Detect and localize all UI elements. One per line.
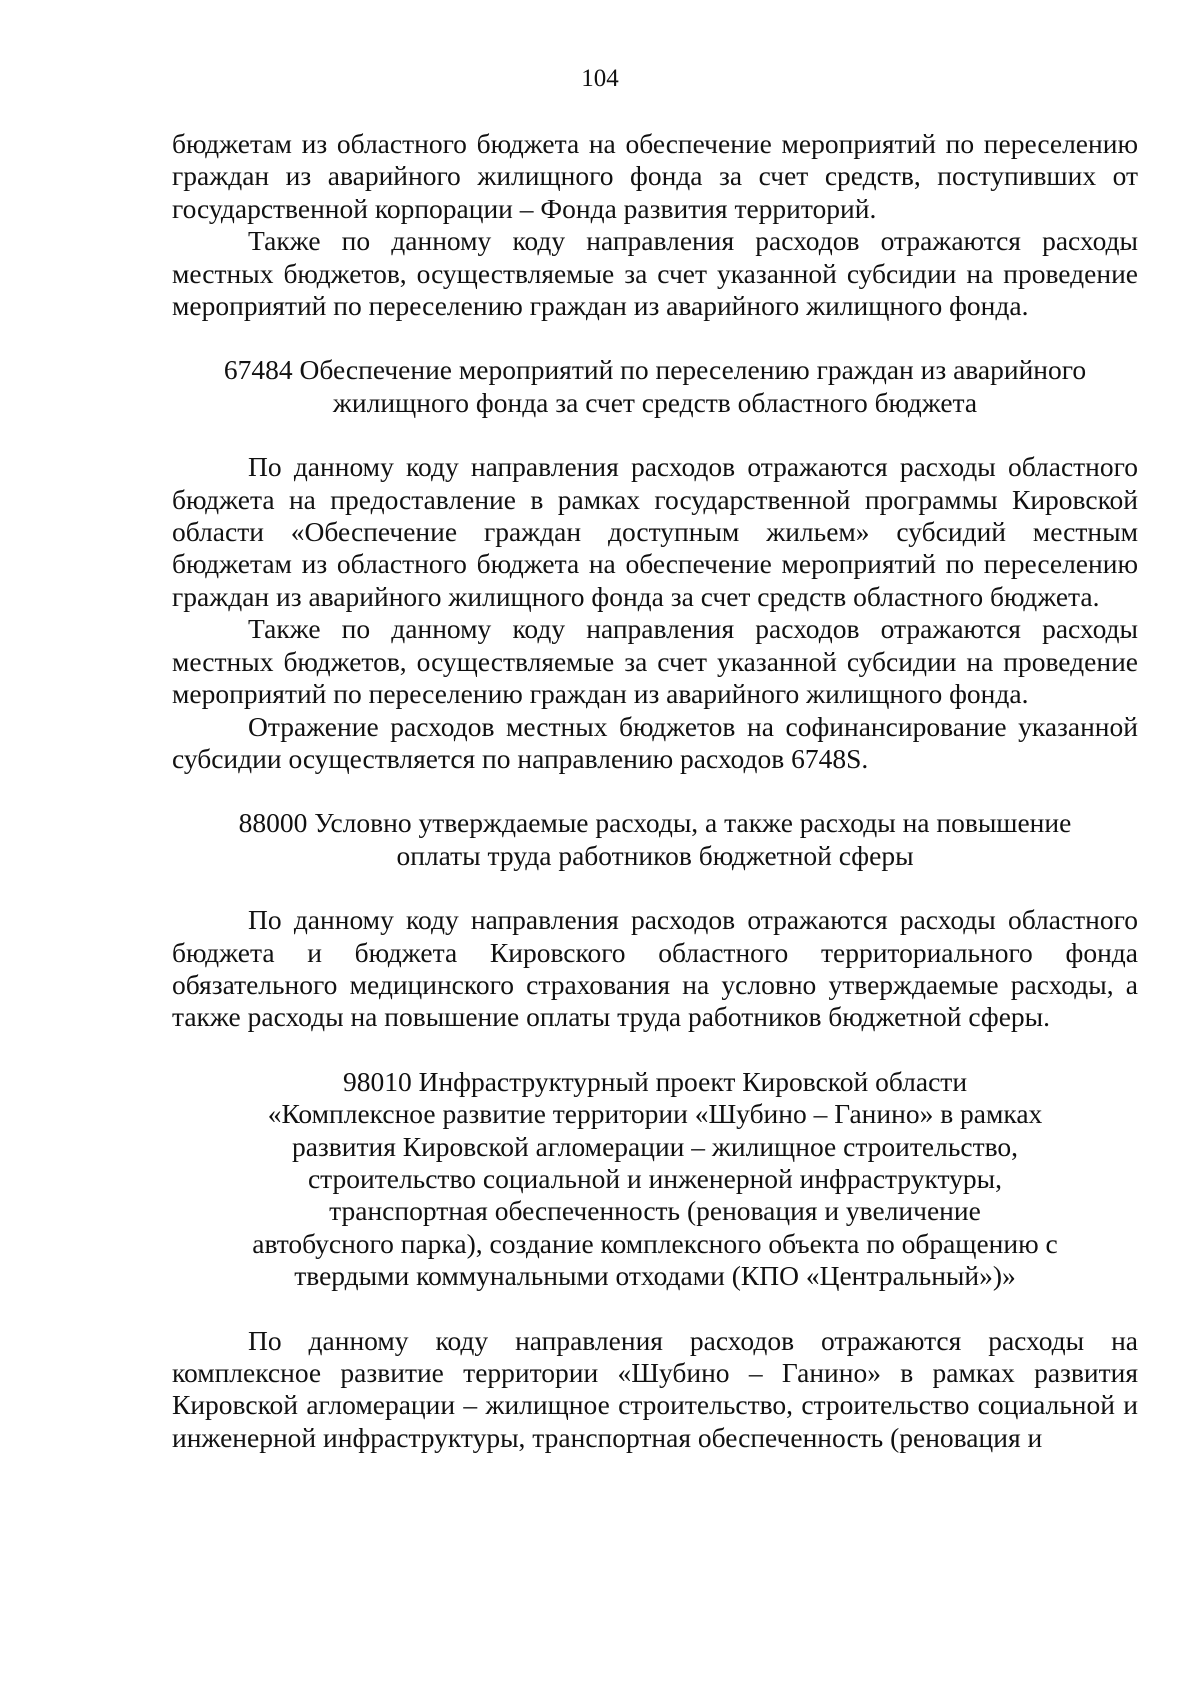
heading-line: транспортная обеспеченность (реновация и увеличение (329, 1195, 981, 1227)
spacer (172, 322, 1138, 354)
heading-line: твердыми коммунальными отходами (КПО «Центральный»)» (294, 1260, 1016, 1292)
heading-line: строительство социальной и инженерной инфраструктуры, (307, 1162, 1003, 1194)
spacer (172, 775, 1138, 807)
section-heading-88000 (172, 807, 1138, 872)
spacer (172, 1034, 1138, 1066)
paragraph: По данному коду направления расходов отражаются расходы областного бюджета и бюджета Кировского областного территориального фонда обязательного медицинского страхования на условно утверждаемые расходы, а также расходы на повышение оплаты труда работников бюджетной сферы. (172, 904, 1138, 1033)
paragraph: Также по данному коду направления расходов отражаются расходы местных бюджетов, осуществляемые за счет указанной субсидии на проведение мероприятий по переселению граждан из аварийного жилищного фонда. (172, 613, 1138, 710)
heading-line: «Комплексное развитие территории «Шубино – Ганино» в рамках (267, 1098, 1043, 1130)
spacer (172, 419, 1138, 451)
paragraph: Отражение расходов местных бюджетов на софинансирование указанной субсидии осуществляется по направлению расходов 6748S. (172, 710, 1138, 774)
paragraph: Также по данному коду направления расходов отражаются расходы местных бюджетов, осуществляемые за счет указанной субсидии на проведение мероприятий по переселению граждан из аварийного жилищного фонда. (172, 225, 1138, 322)
paragraph: По данному коду направления расходов отражаются расходы областного бюджета на предоставление в рамках государственной программы Кировской области «Обеспечение граждан доступным жильем» субсидий местным бюджетам из областного бюджета на обеспечение мероприятий по переселению граждан из аварийного жилищного фонда за счет средств областного бюджета. (172, 451, 1138, 612)
heading-line: 67484 Обеспечение мероприятий по переселению граждан из аварийного (223, 354, 1087, 386)
heading-line: оплаты труда работников бюджетной сферы (396, 839, 914, 871)
heading-line: 98010 Инфраструктурный проект Кировской области (342, 1065, 968, 1097)
paragraph: По данному коду направления расходов отражаются расходы на комплексное развитие территории «Шубино – Ганино» в рамках развития Кировской агломерации – жилищное строительство, строительство социальной и инженерной инфраструктуры, транспортная обеспеченность (реновация и (172, 1324, 1138, 1453)
spacer (172, 1293, 1138, 1325)
page-number: 104 (581, 65, 619, 92)
heading-line: 88000 Условно утверждаемые расходы, а также расходы на повышение (238, 807, 1072, 839)
spacer (172, 872, 1138, 904)
heading-line: жилищного фонда за счет средств областного бюджета (332, 386, 978, 418)
section-heading-98010 (172, 1066, 1138, 1293)
section-heading-67484 (172, 354, 1138, 419)
heading-line: автобусного парка), создание комплексного объекта по обращению с (252, 1227, 1058, 1259)
document-body (172, 128, 1138, 1454)
heading-line: развития Кировской агломерации – жилищное строительство, (291, 1130, 1019, 1162)
paragraph-continuation: бюджетам из областного бюджета на обеспечение мероприятий по переселению граждан из аварийного жилищного фонда за счет средств, поступивших от государственной корпорации – Фонда развития территорий. (172, 128, 1138, 224)
